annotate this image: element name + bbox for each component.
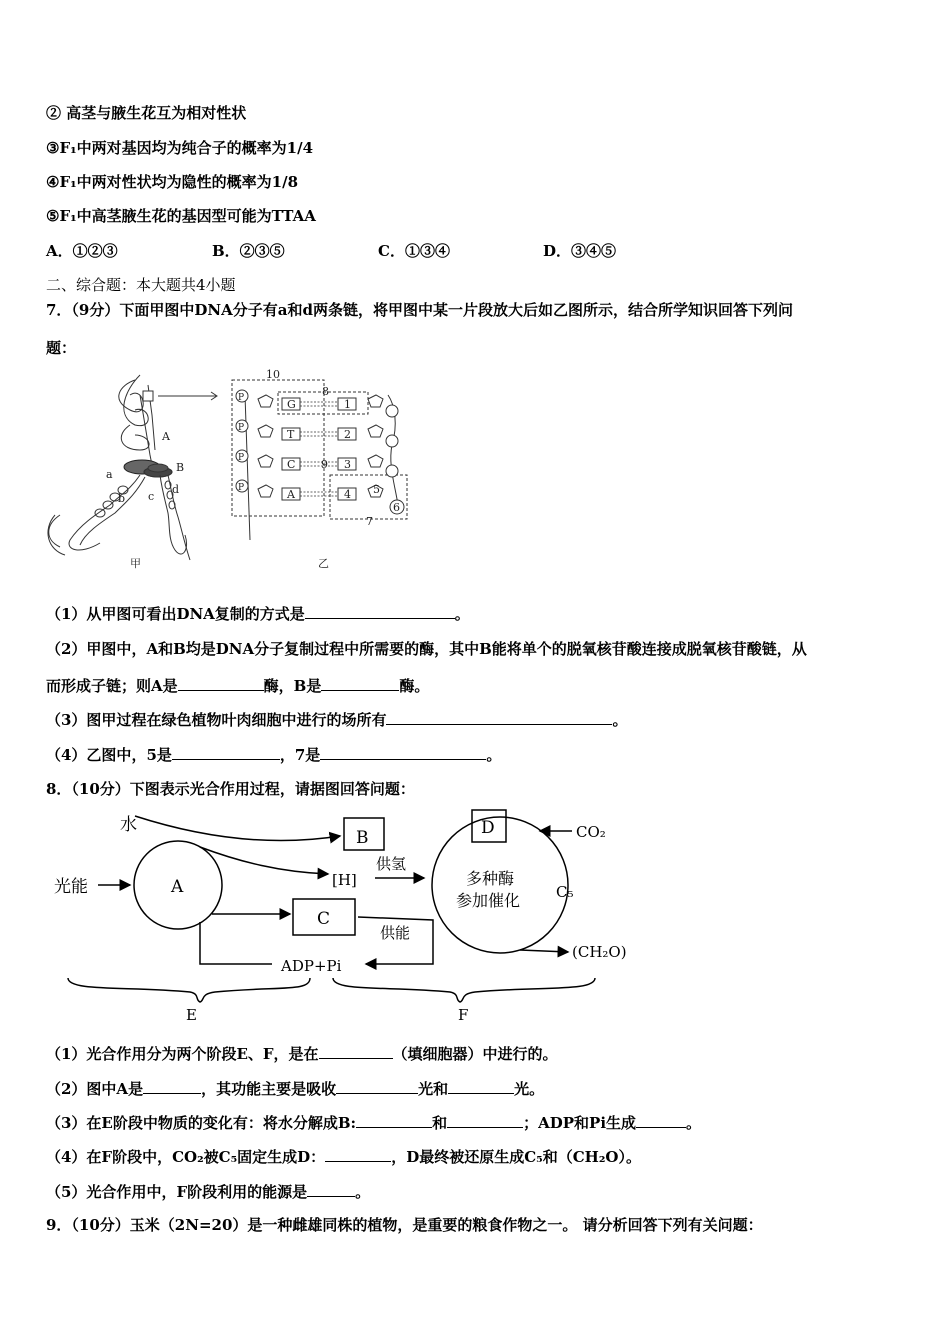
answer-blank[interactable] [448, 1079, 514, 1094]
label-B: B [356, 828, 369, 848]
dna-replication-figure [40, 365, 420, 575]
answer-blank[interactable] [386, 710, 612, 725]
label-supply-energy: 供能 [380, 924, 411, 942]
q8-sub4: （4）在F阶段中，CO₂被C₅固定生成D： ，D最终被还原生成C₅和（CH₂O）。 [46, 1148, 641, 1166]
q7-sub1: （1）从甲图可看出DNA复制的方式是 。 [46, 605, 470, 623]
q8-sub5: （5）光合作用中，F阶段利用的能源是 。 [46, 1183, 371, 1201]
label-water: 水 [120, 815, 137, 835]
answer-blank[interactable] [178, 676, 264, 691]
q7-sub2: （2）甲图中，A和B均是DNA分子复制过程中所需要的酶，其中B能将单个的脱氧核苷酸连接成脱氧核苷酸链，从 [46, 640, 807, 658]
label-jia: 甲 [130, 557, 141, 570]
label-supply-h: 供氢 [376, 855, 407, 873]
q8-sub3: （3）在E阶段中物质的变化有：将水分解成B: 和 ；ADP和Pi生成 。 [46, 1114, 702, 1132]
label-10: 10 [266, 368, 280, 381]
answer-blank[interactable] [305, 604, 455, 619]
answer-blank[interactable] [143, 1079, 201, 1094]
answer-blank[interactable] [321, 676, 399, 691]
base-right-3: 3 [344, 458, 351, 471]
label-8: 8 [322, 385, 329, 398]
answer-blank[interactable] [356, 1113, 432, 1128]
q7-sub3: （3）图甲过程在绿色植物叶肉细胞中进行的场所有 。 [46, 711, 628, 729]
section-heading: 二、综合题：本大题共4小题 [46, 276, 236, 294]
answer-blank[interactable] [636, 1113, 686, 1128]
answer-blank[interactable] [320, 745, 486, 760]
base-right-4: 4 [344, 488, 351, 501]
q6-item-4: ④F₁中两对性状均为隐性的概率为1/8 [46, 173, 299, 191]
label-c5: C₅ [556, 883, 574, 901]
base-left-1: G [287, 398, 296, 411]
q6-option-a: A．①②③ [46, 242, 118, 260]
q6-option-c: C．①③④ [378, 242, 450, 260]
label-ch2o: (CH₂O) [572, 943, 627, 961]
q6-item-2: ② 高茎与腋生花互为相对性状 [46, 104, 247, 122]
q7-stem-cont: 题： [46, 339, 77, 357]
answer-blank[interactable] [319, 1044, 393, 1059]
q7-sub4: （4）乙图中，5是 ，7是 。 [46, 746, 502, 764]
label-F: F [458, 1006, 469, 1024]
answer-blank[interactable] [336, 1079, 418, 1094]
label-9: 9 [321, 458, 328, 471]
label-c: c [148, 490, 155, 503]
q8-stem: 8．（10分）下图表示光合作用过程，请据图回答问题： [46, 780, 415, 798]
base-left-3: C [287, 458, 296, 471]
label-D: D [481, 818, 495, 838]
label-7: 7 [366, 515, 373, 528]
base-right-2: 2 [344, 428, 351, 441]
phosphate-label: P [238, 453, 245, 463]
label-a: a [106, 468, 113, 481]
answer-blank[interactable] [325, 1147, 391, 1162]
answer-blank[interactable] [447, 1113, 523, 1128]
q6-option-b: B．②③⑤ [212, 242, 285, 260]
label-d: d [172, 483, 180, 496]
q6-option-d: D．③④⑤ [543, 242, 617, 260]
label-B: B [176, 461, 185, 474]
label-co2: CO₂ [576, 823, 606, 841]
answer-blank[interactable] [307, 1182, 355, 1197]
label-A: A [171, 877, 184, 897]
base-left-4: A [287, 488, 295, 501]
base-right-1: 1 [344, 398, 351, 411]
label-b: b [118, 492, 126, 505]
label-H: [H] [332, 871, 357, 889]
q6-item-3: ③F₁中两对基因均为纯合子的概率为1/4 [46, 139, 314, 157]
label-light: 光能 [54, 877, 88, 897]
q7-sub2-cont: 而形成子链；则A是 酶，B是 酶。 [46, 677, 430, 695]
q8-sub2: （2）图中A是 ，其功能主要是吸收 光和 光。 [46, 1080, 545, 1098]
label-C: C [317, 909, 331, 929]
label-enzyme-2: 参加催化 [456, 891, 521, 910]
photosynthesis-figure [40, 802, 650, 1032]
label-5: 5 [373, 483, 380, 496]
phosphate-label: P [238, 393, 245, 403]
label-E: E [186, 1006, 197, 1024]
label-enzyme-1: 多种酶 [466, 869, 515, 888]
q8-sub1: （1）光合作用分为两个阶段E、F，是在 （填细胞器）中进行的。 [46, 1045, 558, 1063]
label-yi: 乙 [318, 557, 329, 570]
label-adp: ADP+Pi [281, 957, 342, 975]
base-left-2: T [287, 428, 295, 441]
q6-item-5: ⑤F₁中高茎腋生花的基因型可能为TTAA [46, 207, 316, 225]
label-A: A [162, 430, 170, 443]
answer-blank[interactable] [172, 745, 280, 760]
q9-stem: 9．（10分）玉米（2N=20）是一种雌雄同株的植物，是重要的粮食作物之一。 请分析回答下列有关问题： [46, 1216, 763, 1234]
phosphate-label: P [238, 423, 245, 433]
label-6: 6 [393, 501, 400, 514]
q7-stem: 7．（9分）下面甲图中DNA分子有a和d两条链，将甲图中某一片段放大后如乙图所示，结合所学知识回答下列问 [46, 301, 793, 319]
phosphate-label: P [238, 483, 245, 493]
